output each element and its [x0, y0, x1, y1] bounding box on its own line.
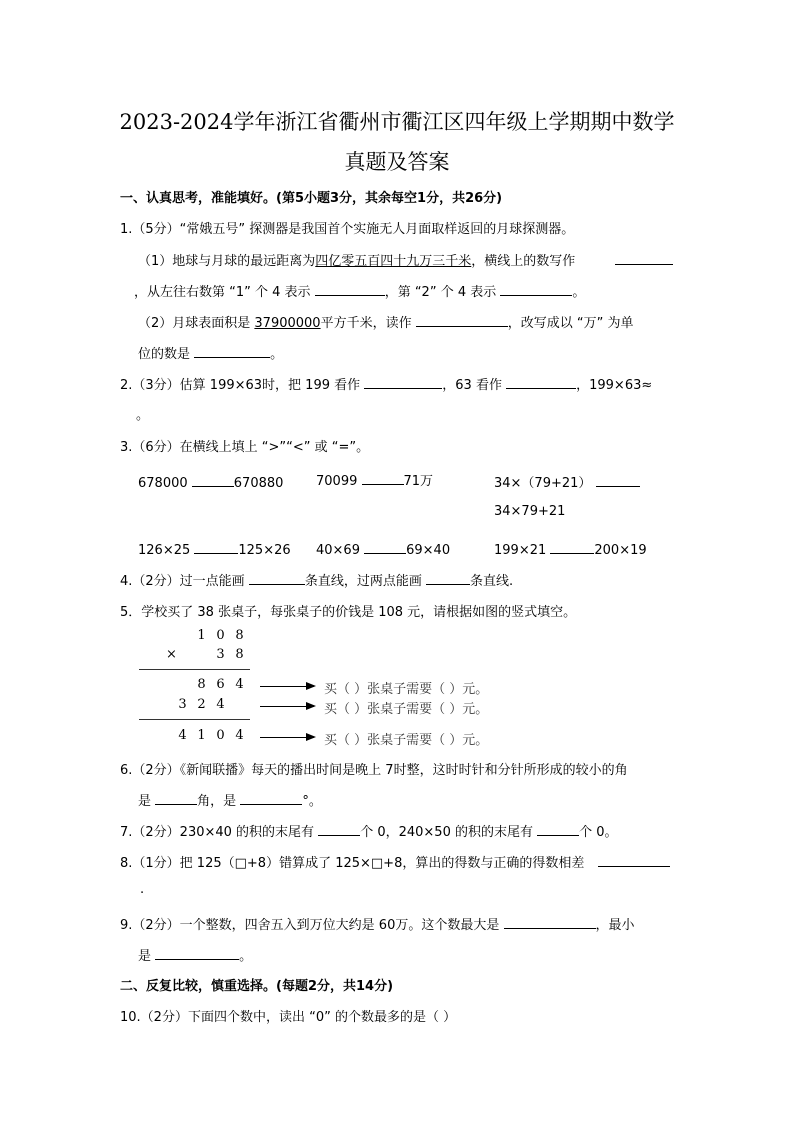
q1-answer-blank-4[interactable] — [416, 312, 508, 327]
q1-answer-blank-1[interactable] — [615, 250, 673, 265]
digit: 4 — [178, 728, 187, 743]
q3-item-6-left: 199×21 — [494, 543, 547, 558]
digit: 1 — [197, 728, 206, 743]
calc-divider-2 — [139, 719, 250, 720]
question-1-part-1-line2 — [134, 281, 585, 300]
q7-a: 7.（2分）230×40 的积的末尾有 — [120, 825, 315, 840]
multiplicand — [192, 628, 249, 643]
final-product — [173, 728, 249, 743]
q6-l2b: 角，是 — [197, 794, 237, 809]
digit: 0 — [216, 628, 225, 643]
digit: 6 — [216, 677, 225, 692]
q2-c: ，199×63≈ — [576, 378, 653, 393]
document-title-line1: 2023-2024学年浙江省衢州市衢江区四年级上学期期中数学 — [119, 110, 675, 134]
q9-answer-blank-2[interactable] — [155, 945, 239, 960]
q2-answer-blank-1[interactable] — [364, 374, 442, 389]
question-7 — [120, 821, 618, 840]
question-9-line2 — [138, 945, 252, 964]
digit: 8 — [235, 647, 244, 662]
q1-p2-post2: ，改写成以 “万” 为单 — [507, 316, 634, 331]
q3-item-6 — [494, 539, 647, 558]
partial-product-2 — [173, 697, 230, 712]
digit: 1 — [197, 628, 206, 643]
arrow-right-icon — [260, 706, 314, 707]
q2-a: 2.（3分）估算 199×63时，把 199 看作 — [120, 378, 361, 393]
q1-p2-l2-end: 。 — [270, 347, 284, 362]
q1-p1-l2b: ，第 “2” 个 4 表示 — [384, 285, 497, 300]
partial-product-1 — [192, 677, 249, 692]
q9-l2a: 是 — [138, 949, 152, 964]
q3-item-3-blank[interactable] — [596, 472, 640, 487]
q2-d: 。 — [136, 408, 150, 423]
calc-divider-1 — [139, 669, 250, 670]
q3-item-2-left: 70099 — [316, 474, 358, 489]
digit: 4 — [216, 697, 225, 712]
q2-b: ，63 看作 — [442, 378, 502, 393]
question-1-stem: 1.（5分）“常娥五号” 探测器是我国首个实施无人月面取样返回的月球探测器。 — [120, 222, 575, 237]
q3-item-2-blank[interactable] — [362, 470, 404, 485]
digit: 8 — [197, 677, 206, 692]
question-1-part-1 — [138, 250, 575, 269]
q6-l2a: 是 — [138, 794, 152, 809]
q3-item-2 — [316, 470, 433, 489]
q1-p1-pre: （1）地球与月球的最远距离为 — [138, 254, 316, 269]
q3-item-5-left: 40×69 — [316, 543, 360, 558]
q3-item-5-right: 69×40 — [406, 543, 451, 558]
q6-l2c: °。 — [302, 794, 322, 809]
q1-p2-post: 平方千米，读作 — [320, 316, 412, 331]
q1-p1-underlined: 四亿零五百四十九万三千米 — [315, 254, 472, 269]
question-10-stem: 10.（2分）下面四个数中，读出 “0” 的个数最多的是（ ） — [120, 1010, 457, 1025]
q7-c: 个 0。 — [579, 825, 618, 840]
digit: 2 — [197, 697, 206, 712]
question-2 — [120, 374, 652, 393]
q3-item-5-blank[interactable] — [364, 539, 406, 554]
q1-answer-blank-5[interactable] — [194, 343, 270, 358]
q3-item-6-blank[interactable] — [550, 539, 594, 554]
q3-item-1-blank[interactable] — [192, 472, 234, 487]
q3-item-2-right: 71万 — [403, 474, 434, 489]
question-4 — [120, 570, 513, 589]
q7-answer-blank-1[interactable] — [318, 821, 360, 836]
q3-item-4-blank[interactable] — [194, 539, 238, 554]
q9-l2b: 。 — [239, 949, 253, 964]
q2-answer-blank-2[interactable] — [506, 374, 576, 389]
q3-item-5 — [316, 539, 450, 558]
question-8: 8.（1分）把 125（□+8）错算成了 125×□+8，算出的得数与正确的得数相差 — [120, 856, 585, 871]
explain-row-3: 买（ ）张桌子需要（ ）元。 — [324, 733, 489, 748]
q9-a: 9.（2分）一个整数，四舍五入到万位大约是 60万。这个数最大是 — [120, 918, 500, 933]
q4-answer-blank-2[interactable] — [426, 570, 470, 585]
section-2-heading: 二、反复比较，慎重选择。(每题2分，共14分) — [120, 979, 394, 994]
arrow-right-icon — [260, 686, 314, 687]
document-title-line2: 真题及答案 — [344, 150, 450, 174]
q3-item-3-left: 34×（79+21） — [494, 476, 592, 491]
q1-p1-l2a: ，从左往右数第 “1” 个 4 表示 — [134, 285, 311, 300]
digit: 0 — [216, 728, 225, 743]
digit: 4 — [235, 677, 244, 692]
question-1-part-2 — [138, 312, 633, 331]
digit: 8 — [235, 628, 244, 643]
q7-answer-blank-2[interactable] — [537, 821, 579, 836]
q3-item-4-right: 125×26 — [238, 543, 291, 558]
question-5-stem: 5．学校买了 38 张桌子，每张桌子的价钱是 108 元，请根据如图的竖式填空。 — [120, 605, 577, 620]
q1-p2-l2: 位的数是 — [138, 347, 191, 362]
question-9 — [120, 914, 635, 933]
section-1-heading: 一、认真思考，准能填好。(第5小题3分，其余每空1分，共26分) — [120, 191, 503, 206]
q8-answer-blank[interactable] — [598, 852, 670, 867]
q4-answer-blank-1[interactable] — [249, 570, 305, 585]
q4-a: 4.（2分）过一点能画 — [120, 574, 245, 589]
q3-item-1-left: 678000 — [138, 476, 188, 491]
digit: 3 — [216, 647, 225, 662]
question-6-line2 — [138, 790, 322, 809]
q4-b: 条直线，过两点能画 — [304, 574, 422, 589]
q1-p2-pre: （2）月球表面积是 — [138, 316, 255, 331]
question-1-part-2-line2 — [138, 343, 283, 362]
q1-answer-blank-3[interactable] — [500, 281, 572, 296]
digit: 3 — [178, 697, 187, 712]
q4-c: 条直线. — [469, 574, 514, 589]
q3-item-1-right: 670880 — [233, 476, 284, 491]
q3-item-3 — [494, 472, 640, 491]
arrow-right-icon — [260, 737, 314, 738]
q7-b: 个 0，240×50 的积的末尾有 — [360, 825, 533, 840]
q1-p2-underlined: 37900000 — [254, 316, 321, 331]
multiplier — [211, 647, 249, 662]
q3-item-6-right: 200×19 — [594, 543, 647, 558]
q6-answer-blank-1[interactable] — [155, 790, 197, 805]
question-6-stem: 6.（2分）《新闻联播》每天的播出时间是晚上 7时整，这时时针和分针所形成的较小的角 — [120, 763, 628, 778]
q3-item-1 — [138, 472, 283, 491]
digit: 4 — [235, 728, 244, 743]
q1-p1-l2c: 。 — [572, 285, 586, 300]
q9-b: ，最小 — [595, 918, 635, 933]
q8-b: . — [140, 882, 145, 897]
q6-answer-blank-2[interactable] — [240, 790, 302, 805]
question-3-stem: 3.（6分）在横线上填上 “>”“<” 或 “=”。 — [120, 440, 370, 455]
multiply-sign: × — [166, 647, 177, 662]
q1-answer-blank-2[interactable] — [315, 281, 385, 296]
q3-item-3-right: 34×79+21 — [494, 504, 566, 519]
q3-item-4 — [138, 539, 291, 558]
explain-row-1: 买（ ）张桌子需要（ ）元。 — [324, 682, 489, 697]
explain-row-2: 买（ ）张桌子需要（ ）元。 — [324, 702, 489, 717]
q3-item-4-left: 126×25 — [138, 543, 191, 558]
q1-p1-post: ，横线上的数写作 — [471, 254, 576, 269]
q9-answer-blank-1[interactable] — [504, 914, 596, 929]
